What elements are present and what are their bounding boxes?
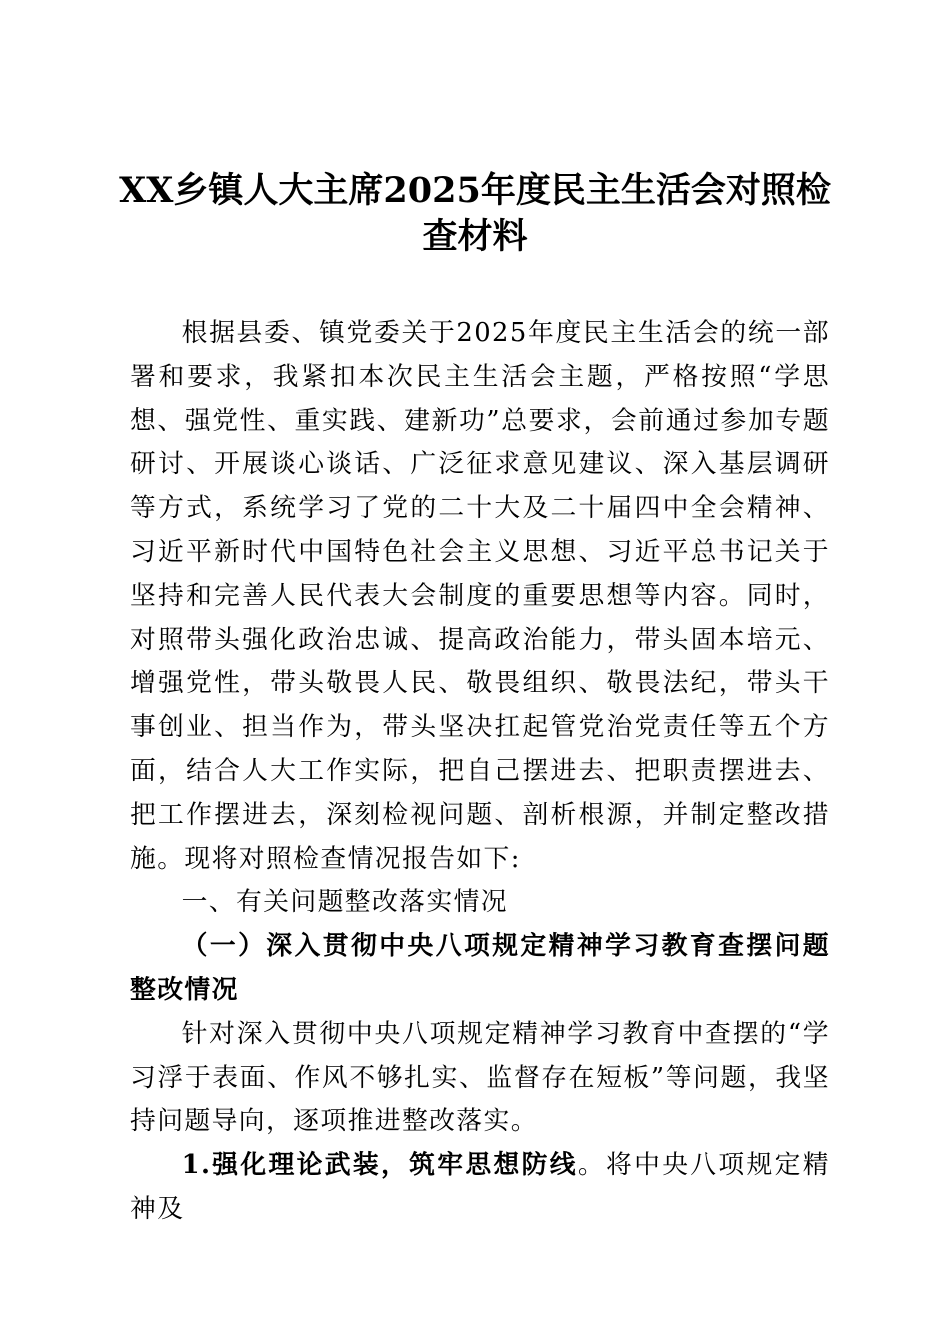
document-title: XX乡镇人大主席2025年度民主生活会对照检查材料 xyxy=(119,170,831,257)
subsection-paragraph: 针对深入贯彻中央八项规定精神学习教育中查摆的“学习浮于表面、作风不够扎实、监督存在短板”等问题，我坚持问题导向，逐项推进整改落实。 xyxy=(130,1018,830,1137)
document-body xyxy=(130,312,830,1232)
section-heading: 一、有关问题整改落实情况 xyxy=(181,887,508,918)
subsection-heading: （一）深入贯彻中央八项规定精神学习教育查摆问题整改情况 xyxy=(130,931,830,1005)
intro-paragraph: 根据县委、镇党委关于2025年度民主生活会的统一部署和要求，我紧扣本次民主生活会主题，严格按照“学思想、强党性、重实践、建新功”总要求，会前通过参加专题研讨、开展谈心谈话、广泛征求意见建议、深入基层调研等方式，系统学习了党的二十大及二十届四中全会精神、习近平新时代中国特色社会主义思想、习近平总书记关于坚持和完善人民代表大会制度的重要思想等内容。同时，对照带头强化政治忠诚、提高政治能力，带头固本培元、增强党性，带头敬畏人民、敬畏组织、敬畏法纪，带头干事创业、担当作为，带头坚决扛起管党治党责任等五个方面，结合人大工作实际，把自己摆进去、把职责摆进去、把工作摆进去，深刻检视问题、剖析根源，并制定整改措施。现将对照检查情况报告如下: xyxy=(130,318,830,874)
item-text: 。将中央八项规定精神及 xyxy=(130,1150,830,1224)
item-paragraph xyxy=(130,1144,830,1232)
item-lead: 1.强化理论武装，筑牢思想防线 xyxy=(181,1150,578,1181)
